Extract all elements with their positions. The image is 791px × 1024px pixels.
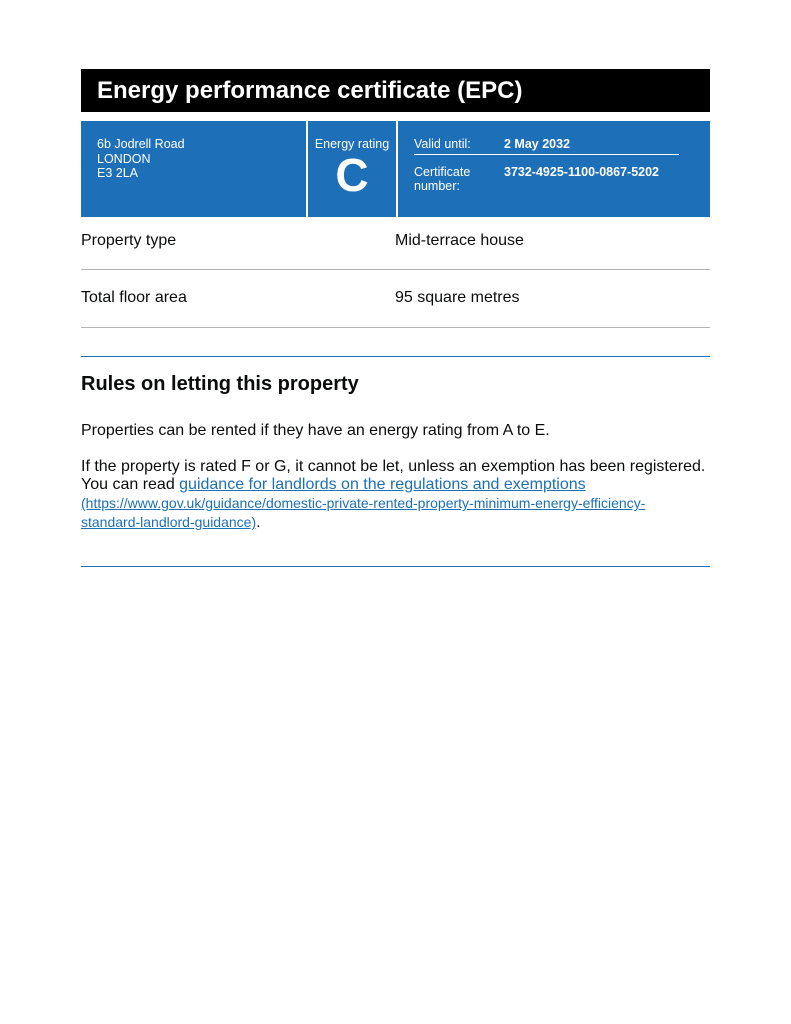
section-divider-top <box>81 356 710 357</box>
certificate-label-line-2: number: <box>414 179 460 193</box>
floor-area-label: Total floor area <box>81 289 187 306</box>
rules-section-title: Rules on letting this property <box>81 373 359 395</box>
landlord-guidance-url-line-1[interactable]: (https://www.gov.uk/guidance/domestic-private-rented-property-minimum-energy-efficiency- <box>81 495 646 511</box>
energy-rating-letter: C <box>335 149 369 201</box>
certificate-label-line-1: Certificate <box>414 165 471 179</box>
rules-paragraph-2-suffix: . <box>256 514 261 531</box>
energy-rating-label: Energy rating <box>314 137 390 151</box>
certificate-summary <box>81 121 710 217</box>
rules-paragraph-2-line-1: If the property is rated F or G, it cannot be let, unless an exemption has been registered. <box>81 458 706 475</box>
certificate-details-panel <box>398 121 710 217</box>
address-panel <box>81 121 306 217</box>
energy-rating-panel <box>308 121 396 217</box>
certificate-number-value: 3732-4925-1100-0867-5202 <box>504 165 659 179</box>
valid-until-value: 2 May 2032 <box>504 137 571 151</box>
address-line-2: LONDON <box>97 151 151 166</box>
landlord-guidance-url-line-2[interactable]: standard-landlord-guidance) <box>81 514 257 530</box>
table-row <box>81 270 710 328</box>
property-details-table <box>81 217 710 328</box>
address-postcode: E3 2LA <box>97 166 139 180</box>
property-type-value: Mid-terrace house <box>395 232 524 249</box>
valid-until-row <box>414 137 710 154</box>
floor-area-value: 95 square metres <box>395 289 520 306</box>
landlord-guidance-link-text[interactable]: guidance for landlords on the regulations and exemptions <box>179 476 586 493</box>
certificate-number-label <box>414 165 504 193</box>
rules-paragraph-1: Properties can be rented if they have an energy rating from A to E. <box>81 422 550 439</box>
section-divider-bottom <box>81 566 710 567</box>
table-row <box>81 217 710 270</box>
valid-until-label: Valid until: <box>414 137 471 151</box>
details-divider <box>414 154 679 155</box>
property-type-label: Property type <box>81 232 177 249</box>
rules-paragraph-2 <box>81 458 710 532</box>
certificate-number-row <box>414 165 710 193</box>
page-title: Energy performance certificate (EPC) <box>81 69 710 112</box>
rules-paragraph-2-prefix: You can read <box>81 476 180 493</box>
address-line-1: 6b Jodrell Road <box>97 137 185 151</box>
